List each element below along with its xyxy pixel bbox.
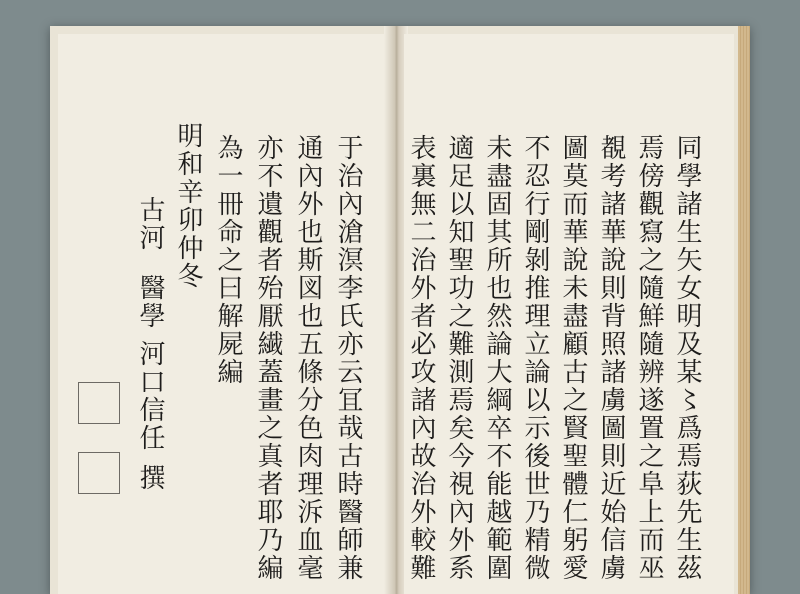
right-text-column-1: 同學諸生矢女明及某〻爲焉荻先生茲 <box>672 134 702 582</box>
signature-school: 醫學 <box>135 274 165 330</box>
seal-box-top <box>78 382 120 424</box>
right-text-column-4: 圖莫而華說未盡顧古之賢聖體仁躬愛 <box>558 134 588 582</box>
signature-place: 古河 <box>135 196 165 252</box>
left-text-column-1: 于治內滄溟李氏亦云冝哉古時醫師兼 <box>333 134 363 582</box>
signature-name: 河口信任 <box>135 340 165 452</box>
left-text-column-2: 通內外也斯図也五條分色肉理泝血毫 <box>293 134 323 582</box>
page-stack-edge <box>738 26 750 594</box>
right-text-column-2: 焉傍觀寫之隨鮮隨辨遂置之阜上而巫 <box>634 134 664 582</box>
left-text-column-3: 亦不遺觀者殆厭繊蓋畫之真者耶乃編 <box>253 134 283 582</box>
left-text-column-4: 為一冊命之曰解屍編 <box>213 134 243 386</box>
open-book <box>50 26 750 594</box>
signature-action: 撰 <box>135 464 165 492</box>
right-text-column-7: 適足以知聖功之難測焉矣今視內外系 <box>444 134 474 582</box>
right-text-column-8: 表裏無二治外者必攻諸內故治外較難 <box>406 134 436 582</box>
left-page <box>58 34 392 594</box>
right-text-column-3: 覩考諸華說則背照諸虜圖則近始信虜 <box>596 134 626 582</box>
date-line: 明和辛卯仲冬 <box>173 122 203 290</box>
right-text-column-6: 未盡固其所也然論大綱卒不能越範圍 <box>482 134 512 582</box>
right-text-column-5: 不忍行剛剝推理立論以示後世乃精微 <box>520 134 550 582</box>
seal-box-bottom <box>78 452 120 494</box>
right-page <box>404 34 734 594</box>
